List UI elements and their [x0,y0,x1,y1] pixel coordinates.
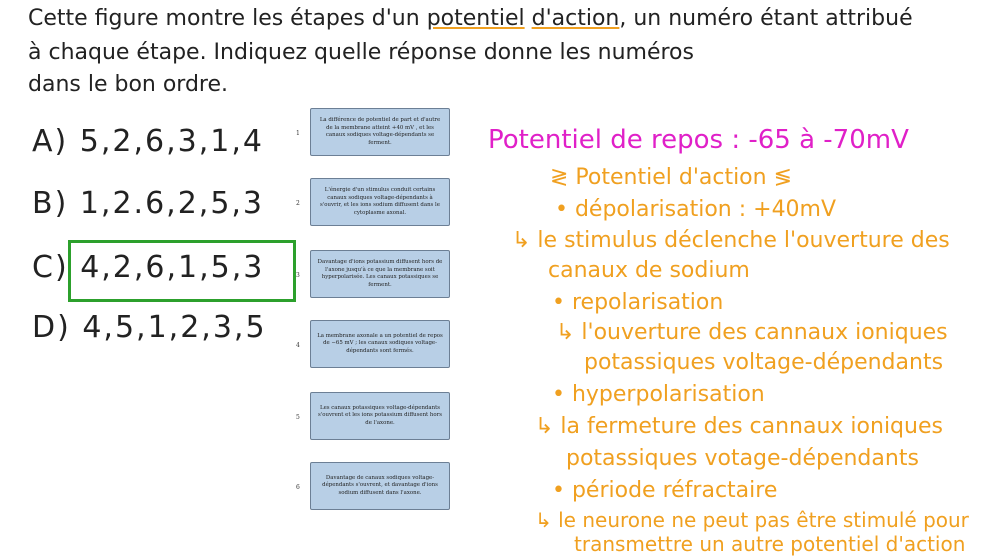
notes-title: Potentiel de repos : -65 à -70mV [488,125,909,155]
step-number: 4 [296,342,300,349]
notes-line: potassiques votage-dépendants [566,446,919,471]
option-b[interactable]: B) 1,2.6,2,5,3 [32,186,265,221]
notes-line: transmettre un autre potentiel d'action [574,532,966,556]
step-box-3: Davantage d'ions potassium diffusent hors de l'axone jusqu'à ce que la membrane soit hyperpolarisée. Les canaux potassiques se ferment. [310,250,450,298]
option-a[interactable]: A) 5,2,6,3,1,4 [32,124,264,159]
notes-line: ↳ la fermeture des cannaux ioniques [535,414,943,439]
step-number: 6 [296,484,300,491]
notes-line: ≷ Potentiel d'action ≶ [550,165,793,190]
step-number: 2 [296,200,300,207]
notes-line: • dépolarisation : +40mV [555,197,837,222]
option-c[interactable]: C) 4,2,6,1,5,3 [32,250,265,285]
notes-line: • hyperpolarisation [552,382,765,407]
underlined-term: potentiel [426,6,525,31]
selected-answer-highlight [68,240,296,302]
notes-line: ↳ le neurone ne peut pas être stimulé pour [535,508,969,532]
notes-line: canaux de sodium [548,258,750,283]
question-line-3: dans le bon ordre. [28,72,229,97]
underlined-term: d'action [531,6,620,31]
notes-line: ↳ l'ouverture des cannaux ioniques [556,320,948,345]
question-line-2: à chaque étape. Indiquez quelle réponse donne les numéros [28,40,694,65]
step-box-1: La différence de potentiel de part et d'autre de la membrane atteint +40 mV , et les canaux sodiques voltage-dépendants se ferment. [310,108,450,156]
notes-line: • repolarisation [552,290,724,315]
step-number: 3 [296,272,300,279]
text: , un numéro étant attribué [619,6,913,31]
step-box-4: La membrane axonale a un potentiel de repos de −65 mV ; les canaux sodiques voltage-dépendants sont fermés. [310,320,450,368]
step-box-6: Davantage de canaux sodiques voltage-dépendants s'ouvrent, et davantage d'ions sodium diffusent dans l'axone. [310,462,450,510]
notes-line: potassiques voltage-dépendants [584,350,944,375]
notes-line: • période réfractaire [552,478,778,503]
option-d[interactable]: D) 4,5,1,2,3,5 [32,310,267,345]
text [525,6,532,31]
notes-line: ↳ le stimulus déclenche l'ouverture des [512,228,950,253]
step-number: 5 [296,414,300,421]
step-box-5: Les canaux potassiques voltage-dépendants s'ouvrent et les ions potassium diffusent hors de l'axone. [310,392,450,440]
text: Cette figure montre les étapes d'un [28,6,427,31]
step-number: 1 [296,130,300,137]
question-line-1 [28,6,913,31]
step-box-2: L'énergie d'un stimulus conduit certains canaux sodiques voltage-dépendants à s'ouvrir, et les ions sodium diffusent dans le cytoplasme axonal. [310,178,450,226]
